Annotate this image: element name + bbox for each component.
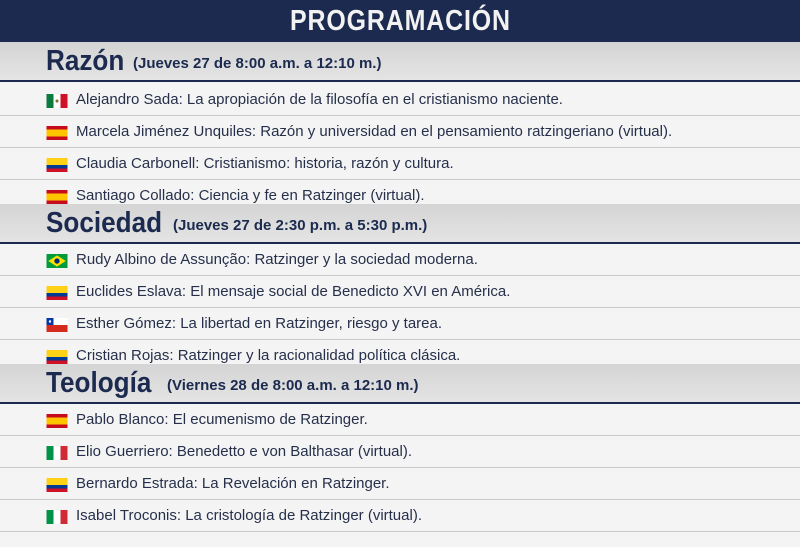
- talk-row: [0, 276, 800, 308]
- section-title: Sociedad: [46, 207, 163, 239]
- program-title: PROGRAMACIÓN: [289, 5, 511, 37]
- colombia-flag-icon: [46, 286, 68, 300]
- section-header-sociedad: [0, 204, 800, 244]
- section-header-teologia: [0, 364, 800, 404]
- italy-flag-icon: [46, 510, 68, 524]
- talk-text: Isabel Troconis: La cristología de Ratzinger (virtual).: [76, 507, 422, 524]
- colombia-flag-icon: [46, 158, 68, 172]
- talk-row: [0, 500, 800, 532]
- spain-flag-icon: [46, 126, 68, 140]
- mexico-flag-icon: [46, 94, 68, 108]
- talk-text: Elio Guerriero: Benedetto e von Balthasar (virtual).: [76, 443, 412, 460]
- talk-row: [0, 244, 800, 276]
- section-time: (Jueves 27 de 8:00 a.m. a 12:10 m.): [133, 55, 382, 72]
- talk-row: [0, 308, 800, 340]
- italy-flag-icon: [46, 446, 68, 460]
- colombia-flag-icon: [46, 350, 68, 364]
- colombia-flag-icon: [46, 478, 68, 492]
- talk-row: [0, 468, 800, 500]
- talk-text: Esther Gómez: La libertad en Ratzinger, riesgo y tarea.: [76, 315, 443, 332]
- talk-text: Claudia Carbonell: Cristianismo: historia, razón y cultura.: [76, 155, 454, 172]
- section-title: Teología: [46, 367, 152, 399]
- section-header-razon: [0, 42, 800, 82]
- talk-text: Rudy Albino de Assunção: Ratzinger y la sociedad moderna.: [76, 251, 478, 268]
- chile-flag-icon: [46, 318, 68, 332]
- section-time: (Jueves 27 de 2:30 p.m. a 5:30 p.m.): [173, 217, 428, 234]
- talk-text: Santiago Collado: Ciencia y fe en Ratzinger (virtual).: [76, 187, 425, 204]
- talk-text: Bernardo Estrada: La Revelación en Ratzinger.: [76, 475, 390, 492]
- talk-row: [0, 148, 800, 180]
- talk-row: [0, 116, 800, 148]
- talk-row: [0, 436, 800, 468]
- program-header: [0, 0, 800, 42]
- talk-text: Pablo Blanco: El ecumenismo de Ratzinger.: [76, 411, 368, 428]
- brazil-flag-icon: [46, 254, 68, 268]
- talk-text: Cristian Rojas: Ratzinger y la racionalidad política clásica.: [76, 347, 461, 364]
- talk-row: [0, 84, 800, 116]
- talk-row: [0, 404, 800, 436]
- section-title: Razón: [46, 45, 125, 77]
- talk-text: Euclides Eslava: El mensaje social de Benedicto XVI en América.: [76, 283, 511, 300]
- talk-text: Alejandro Sada: La apropiación de la filosofía en el cristianismo naciente.: [76, 91, 563, 108]
- talk-text: Marcela Jiménez Unquiles: Razón y universidad en el pensamiento ratzingeriano (virtual).: [76, 123, 673, 140]
- spain-flag-icon: [46, 190, 68, 204]
- spain-flag-icon: [46, 414, 68, 428]
- section-time: (Viernes 28 de 8:00 a.m. a 12:10 m.): [167, 377, 419, 394]
